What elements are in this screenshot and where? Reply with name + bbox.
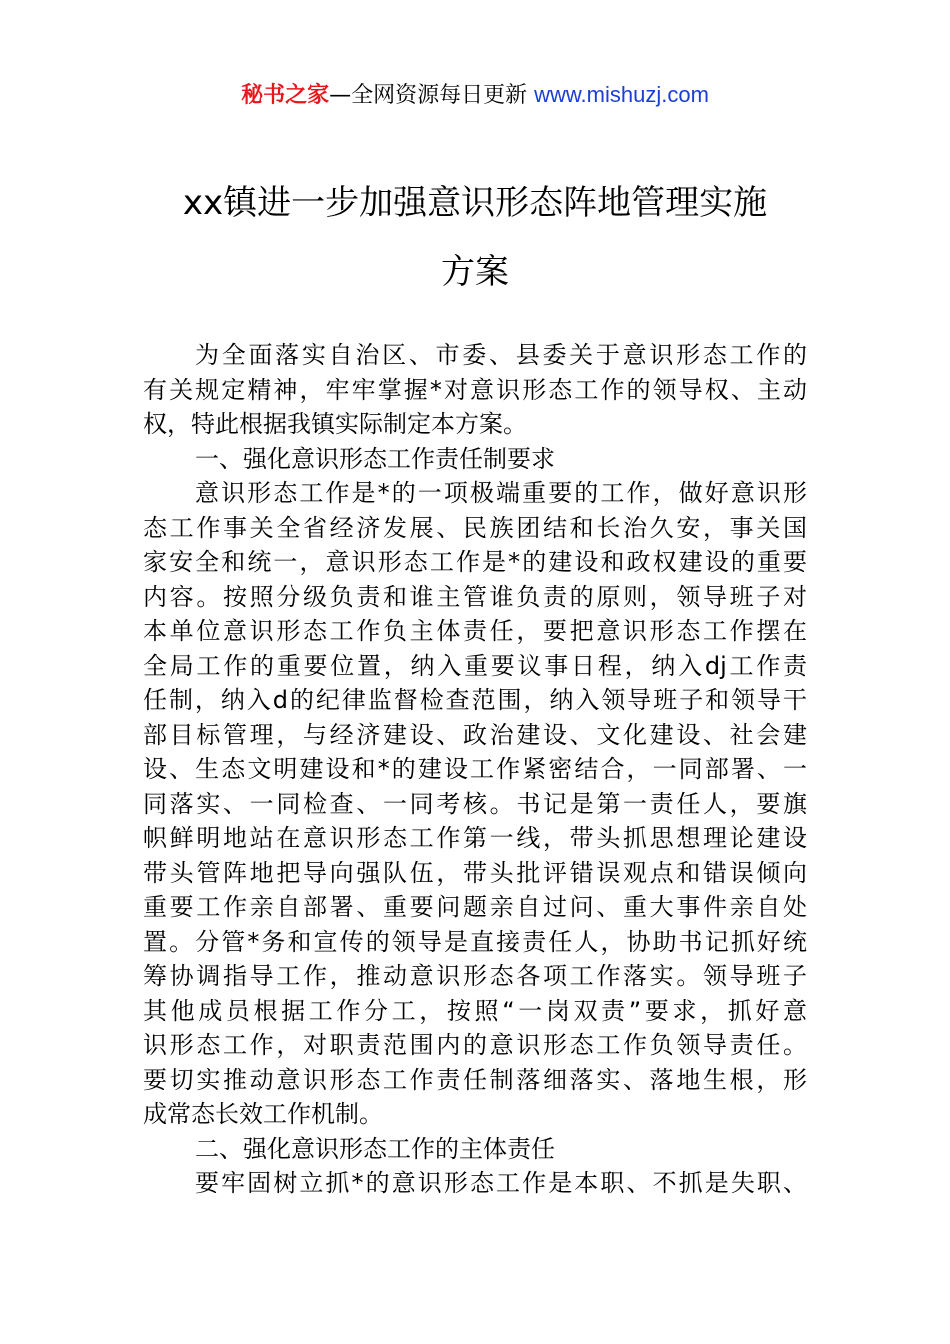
body-line: 一、强化意识形态工作责任制要求 bbox=[195, 444, 555, 473]
document-title-line-1: xx镇进一步加强意识形态阵地管理实施 bbox=[182, 183, 768, 223]
body-line: 置。分管*务和宣传的领导是直接责任人，协助书记抓好统 bbox=[143, 927, 807, 956]
body-line: 帜鲜明地站在意识形态工作第一线，带头抓思想理论建设 bbox=[143, 824, 807, 852]
body-line: 二、强化意识形态工作的主体责任 bbox=[195, 1134, 555, 1163]
body-line: 带头管阵地把导向强队伍，带头批评错误观点和错误倾向 bbox=[143, 858, 807, 887]
body-line: 筹协调指导工作，推动意识形态各项工作落实。领导班子 bbox=[143, 962, 807, 990]
brand-name: 秘书之家 bbox=[241, 83, 330, 108]
site-url-link[interactable]: www.mishuzj.com bbox=[534, 82, 709, 107]
body-line: 本单位意识形态工作负主体责任，要把意识形态工作摆在 bbox=[143, 617, 807, 645]
body-line: 内容。按照分级负责和谁主管谁负责的原则，领导班子对 bbox=[143, 582, 807, 611]
body-line: 重要工作亲自部署、重要问题亲自过问、重大事件亲自处 bbox=[143, 893, 807, 921]
site-header bbox=[0, 78, 950, 113]
body-line: 意识形态工作是*的一项极端重要的工作，做好意识形 bbox=[195, 479, 807, 507]
body-line: 任制，纳入d的纪律监督检查范围，纳入领导班子和领导干 bbox=[143, 686, 807, 714]
body-line: 要牢固树立抓*的意识形态工作是本职、不抓是失职、 bbox=[195, 1169, 807, 1197]
body-line: 成常态长效工作机制。 bbox=[143, 1100, 383, 1128]
body-line: 为全面落实自治区、市委、县委关于意识形态工作的 bbox=[195, 341, 807, 369]
body-line: 同落实、一同检查、一同考核。书记是第一责任人，要旗 bbox=[143, 789, 807, 818]
document-title-line-2: 方案 bbox=[441, 252, 509, 292]
body-line: 设、生态文明建设和*的建设工作紧密结合，一同部署、一 bbox=[143, 755, 807, 783]
body-line: 权，特此根据我镇实际制定本方案。 bbox=[143, 410, 527, 438]
body-line: 要切实推动意识形态工作责任制落细落实、落地生根，形 bbox=[143, 1065, 807, 1094]
body-line: 其他成员根据工作分工，按照“一岗双责”要求，抓好意 bbox=[143, 996, 807, 1025]
body-line: 全局工作的重要位置，纳入重要议事日程，纳入dj工作责 bbox=[143, 651, 807, 680]
document-body bbox=[143, 338, 807, 1201]
body-line: 态工作事关全省经济发展、民族团结和长治久安，事关国 bbox=[143, 513, 807, 542]
body-line: 识形态工作，对职责范围内的意识形态工作负领导责任。 bbox=[143, 1031, 807, 1059]
body-line: 有关规定精神，牢牢掌握*对意识形态工作的领导权、主动 bbox=[143, 375, 807, 404]
body-line: 部目标管理，与经济建设、政治建设、文化建设、社会建 bbox=[143, 720, 807, 749]
header-slogan: —全网资源每日更新 bbox=[329, 83, 528, 108]
body-line: 家安全和统一，意识形态工作是*的建设和政权建设的重要 bbox=[143, 548, 807, 576]
